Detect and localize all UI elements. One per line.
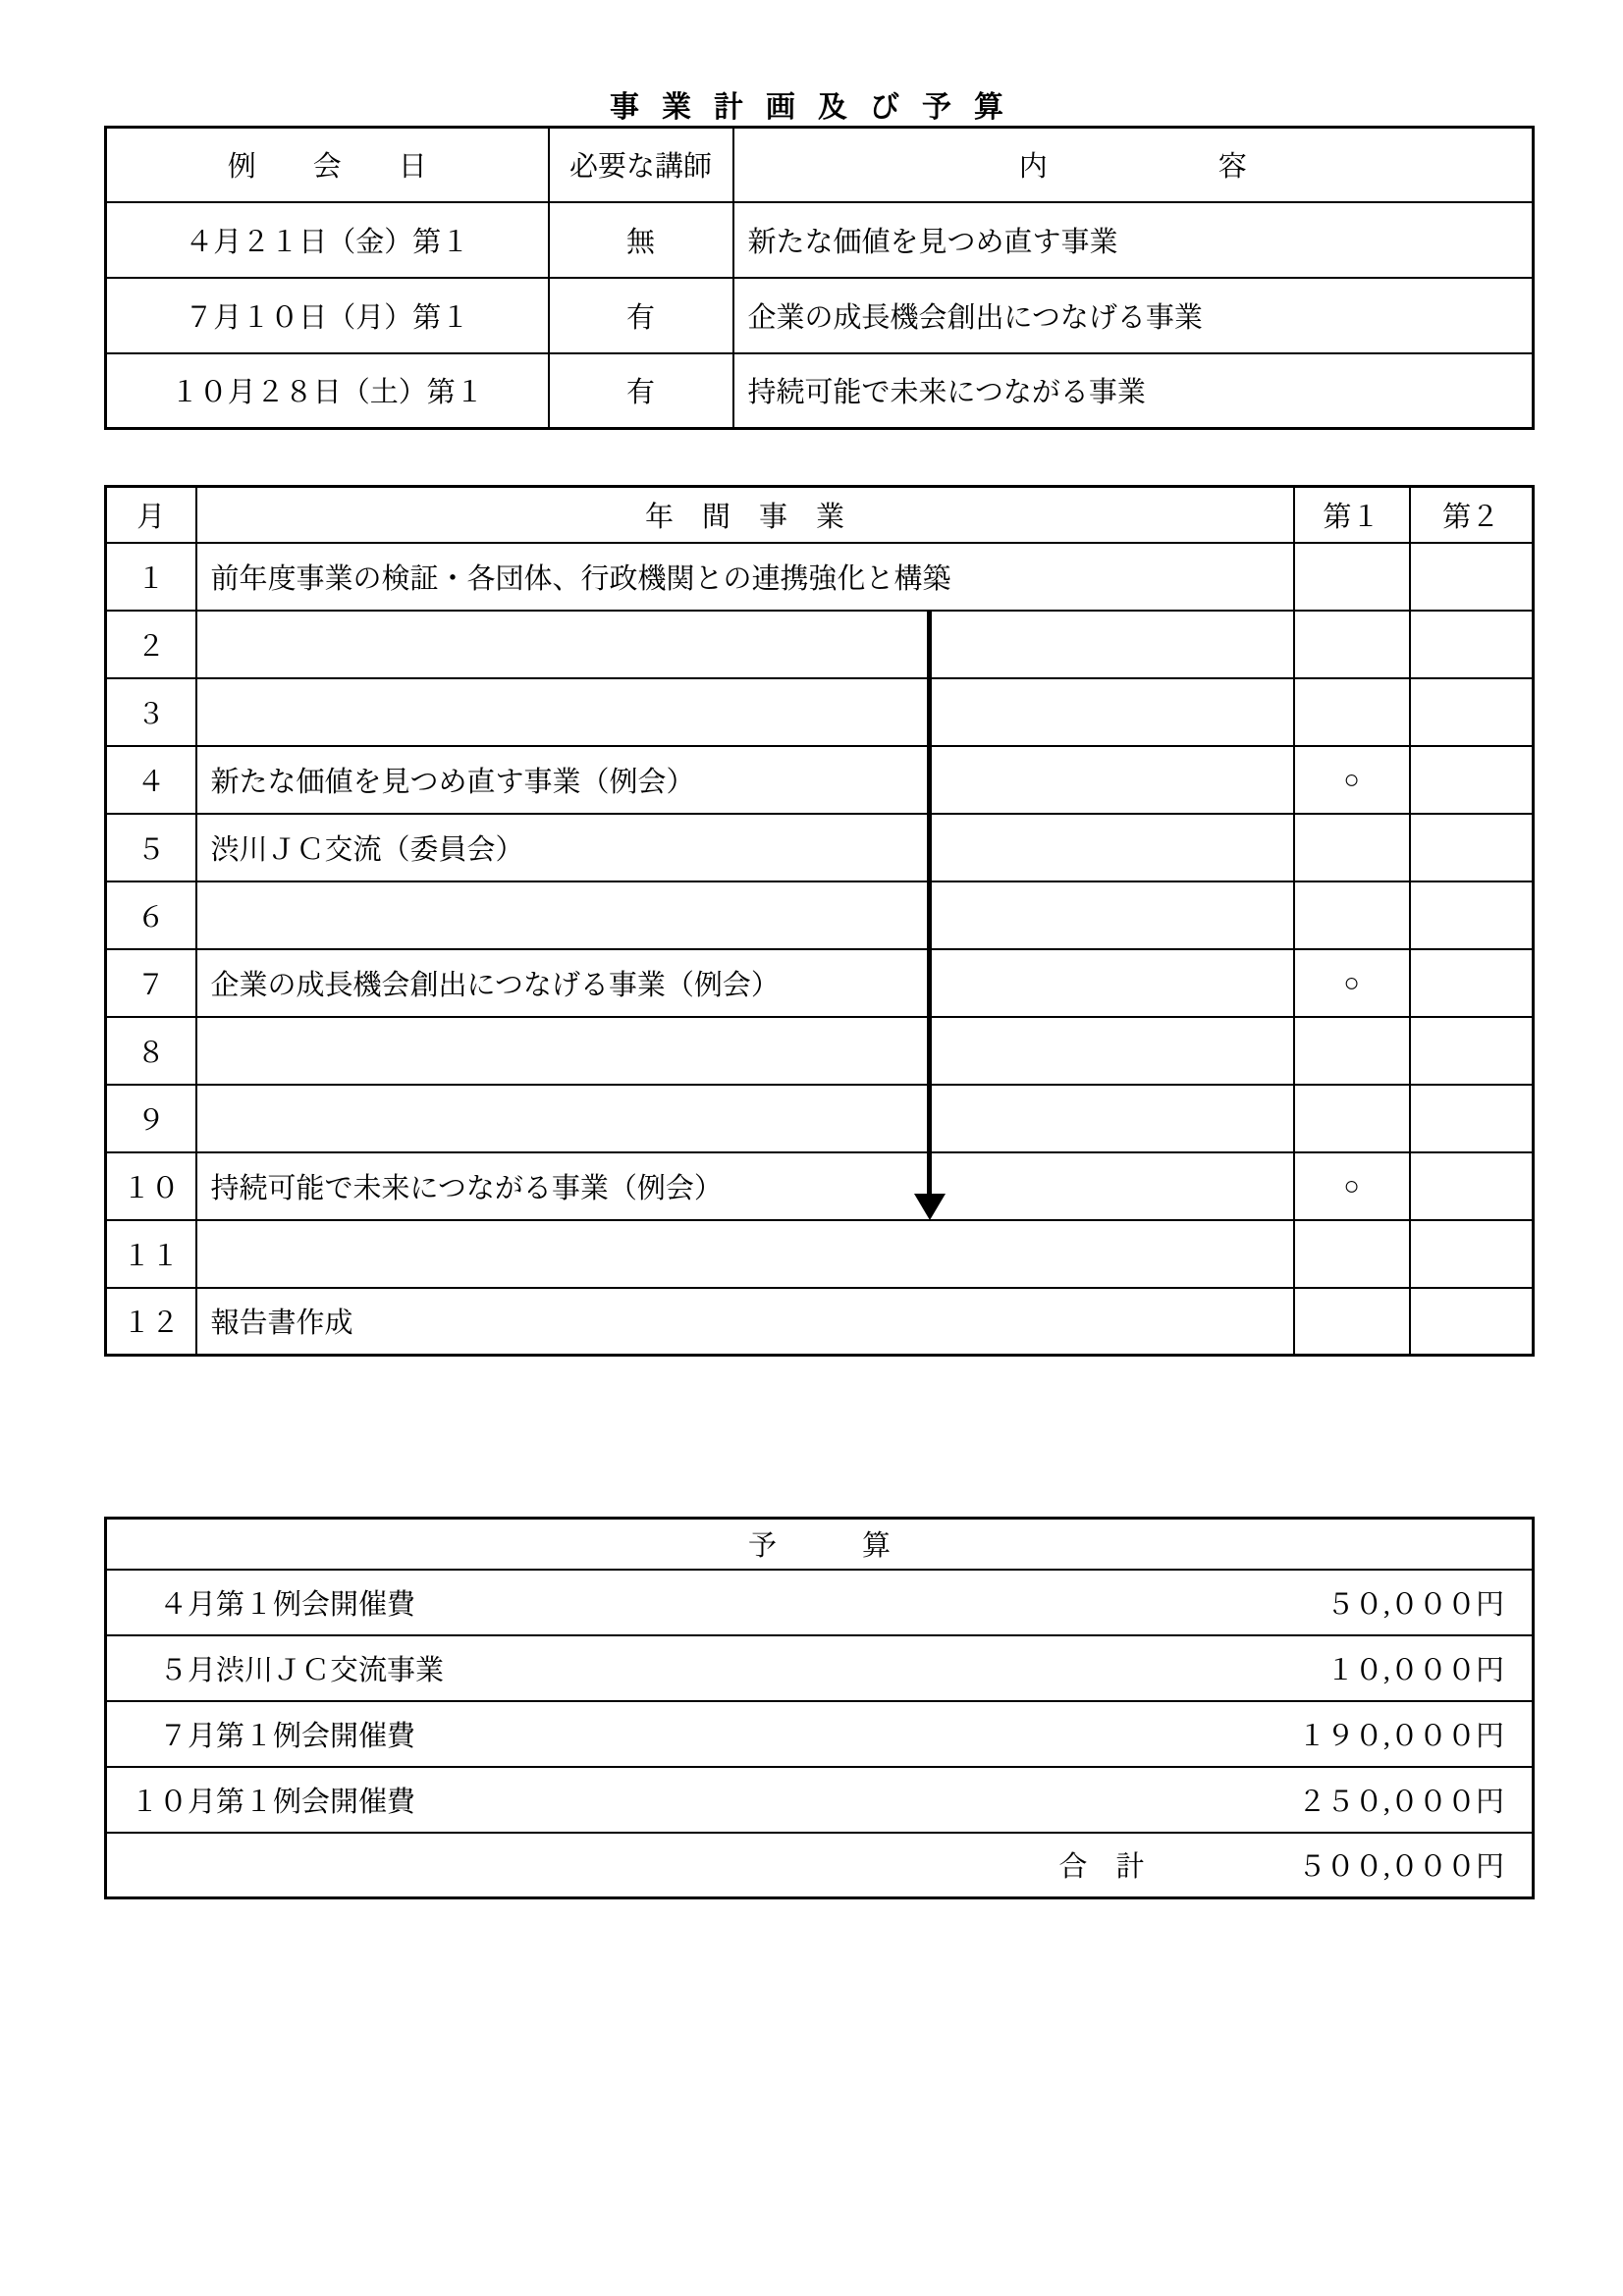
annual-schedule-table [104,485,1535,1357]
activity-cell: 渋川ＪＣ交流（委員会） [196,814,1294,881]
content-cell: 新たな価値を見つめ直す事業 [733,202,1534,278]
budget-item-amount: １０,０００円 [1166,1635,1534,1701]
first-meeting-mark-cell [1294,1085,1410,1152]
continuation-arrow-shaft [927,610,932,1195]
budget-item-label: ７月第１例会開催費 [106,1701,1166,1767]
second-meeting-mark-cell [1410,814,1534,881]
budget-header-row [106,1519,1534,1570]
meeting-date-cell: １０月２８日（土）第１ [106,353,549,429]
table-row [106,1085,1534,1152]
table-row [106,1767,1534,1833]
header-lecturer: 必要な講師 [549,128,733,202]
month-cell: ９ [106,1085,196,1152]
activity-cell [196,1017,1294,1085]
lecturer-cell: 有 [549,353,733,429]
table-row [106,1288,1534,1356]
activity-cell: 前年度事業の検証・各団体、行政機関との連携強化と構築 [196,543,1294,611]
month-cell: ３ [106,678,196,746]
continuation-arrow-head-icon [914,1194,946,1220]
budget-table [104,1517,1535,1899]
month-cell: １１ [106,1220,196,1288]
table-row [106,678,1534,746]
month-cell: ５ [106,814,196,881]
table-row [106,611,1534,678]
budget-item-amount: ２５０,０００円 [1166,1767,1534,1833]
month-cell: １０ [106,1152,196,1220]
table-row [106,1017,1534,1085]
month-cell: １２ [106,1288,196,1356]
budget-item-label: １０月第１例会開催費 [106,1767,1166,1833]
header-first-meeting: 第１ [1294,487,1410,543]
activity-cell: 報告書作成 [196,1288,1294,1356]
second-meeting-mark-cell [1410,1017,1534,1085]
header-month: 月 [106,487,196,543]
second-meeting-mark-cell [1410,881,1534,949]
lecturer-cell: 有 [549,278,733,353]
month-cell: ７ [106,949,196,1017]
month-cell: ６ [106,881,196,949]
first-meeting-mark-cell [1294,881,1410,949]
activity-cell [196,611,1294,678]
second-meeting-mark-cell [1410,543,1534,611]
budget-item-amount: １９０,０００円 [1166,1701,1534,1767]
table-row [106,746,1534,814]
meeting-plan-table [104,126,1535,430]
table-row [106,949,1534,1017]
first-meeting-mark-cell [1294,543,1410,611]
month-cell: ８ [106,1017,196,1085]
activity-cell: 新たな価値を見つめ直す事業（例会） [196,746,1294,814]
budget-item-label: ５月渋川ＪＣ交流事業 [106,1635,1166,1701]
second-meeting-mark-cell [1410,678,1534,746]
table-row [106,814,1534,881]
month-cell: １ [106,543,196,611]
table-row [106,881,1534,949]
second-meeting-mark-cell [1410,1085,1534,1152]
table-row [106,1635,1534,1701]
header-second-meeting: 第２ [1410,487,1534,543]
table-row [106,1570,1534,1635]
first-meeting-mark-cell [1294,1220,1410,1288]
page-title: 事業計画及び予算 [610,91,1026,124]
first-meeting-mark-cell [1294,678,1410,746]
first-meeting-mark-cell [1294,1288,1410,1356]
header-annual-activity: 年 間 事 業 [196,487,1294,543]
table-row [106,353,1534,429]
activity-cell: 企業の成長機会創出につなげる事業（例会） [196,949,1294,1017]
activity-cell: 持続可能で未来につながる事業（例会） [196,1152,1294,1220]
table-row [106,1701,1534,1767]
first-meeting-mark-cell [1294,611,1410,678]
meeting-date-cell: ７月１０日（月）第１ [106,278,549,353]
header-content: 内 容 [733,128,1534,202]
second-meeting-mark-cell [1410,1288,1534,1356]
budget-item-label: ４月第１例会開催費 [106,1570,1166,1635]
month-cell: ４ [106,746,196,814]
month-cell: ２ [106,611,196,678]
activity-cell [196,1220,1294,1288]
content-cell: 持続可能で未来につながる事業 [733,353,1534,429]
table-row [106,278,1534,353]
budget-total-amount: ５００,０００円 [1166,1833,1534,1898]
budget-item-amount: ５０,０００円 [1166,1570,1534,1635]
second-meeting-mark-cell [1410,1152,1534,1220]
header-meeting-date: 例 会 日 [106,128,549,202]
table-row [106,1152,1534,1220]
table-row [106,202,1534,278]
second-meeting-mark-cell [1410,949,1534,1017]
table-row [106,1220,1534,1288]
budget-total-row [106,1833,1534,1898]
activity-cell [196,881,1294,949]
budget-total-label: 合 計 [106,1833,1166,1898]
first-meeting-mark-cell [1294,814,1410,881]
first-meeting-mark-cell: ○ [1294,949,1410,1017]
meeting-table-header-row [106,128,1534,202]
annual-table-header-row [106,487,1534,543]
second-meeting-mark-cell [1410,746,1534,814]
header-budget: 予 算 [106,1519,1534,1570]
table-row [106,543,1534,611]
meeting-date-cell: ４月２１日（金）第１ [106,202,549,278]
first-meeting-mark-cell: ○ [1294,1152,1410,1220]
first-meeting-mark-cell: ○ [1294,746,1410,814]
activity-cell [196,678,1294,746]
activity-cell [196,1085,1294,1152]
second-meeting-mark-cell [1410,1220,1534,1288]
first-meeting-mark-cell [1294,1017,1410,1085]
content-cell: 企業の成長機会創出につなげる事業 [733,278,1534,353]
lecturer-cell: 無 [549,202,733,278]
second-meeting-mark-cell [1410,611,1534,678]
